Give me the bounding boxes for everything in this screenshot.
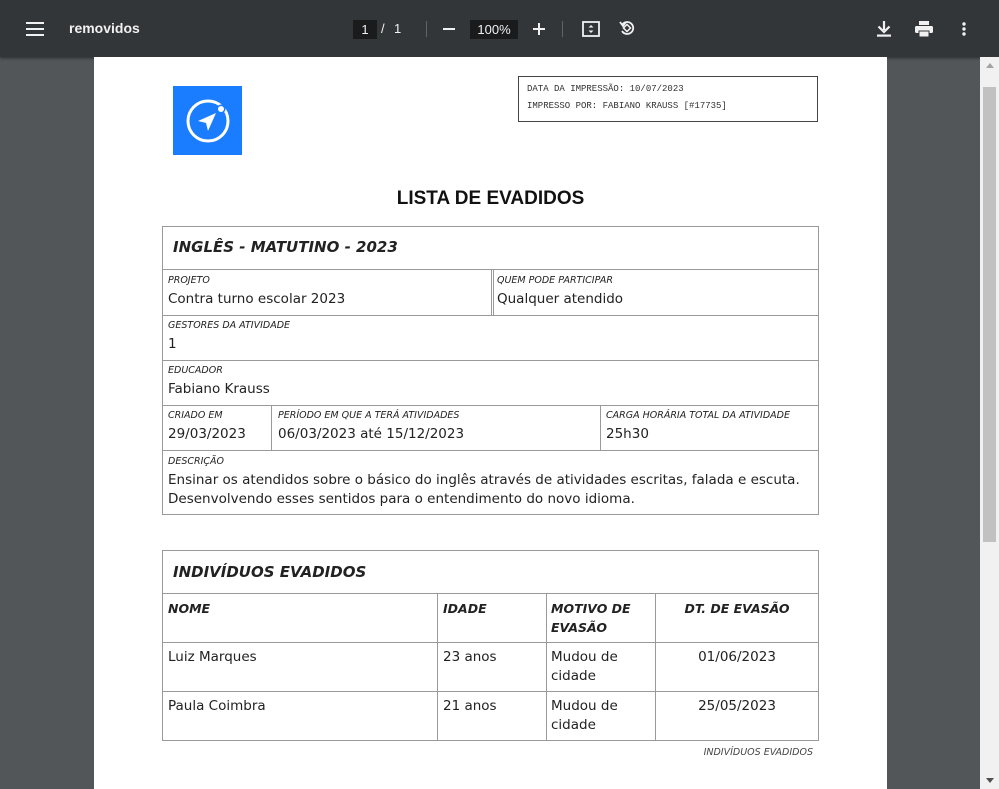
row-2-date: 25/05/2023	[698, 698, 776, 714]
navigation-arrow-icon	[173, 86, 242, 155]
print-date: DATA DA IMPRESSÃO: 10/07/2023	[527, 84, 684, 94]
period-label: PERÍODO EM QUE A TERÁ ATIVIDADES	[278, 410, 460, 421]
row-divider	[163, 360, 818, 361]
minus-icon[interactable]	[438, 18, 460, 40]
row-1-age: 23 anos	[443, 649, 497, 665]
cell-divider	[491, 269, 492, 315]
page-total: 1	[394, 21, 402, 36]
row-2-reason: Mudou de	[551, 698, 618, 714]
document-heading: LISTA DE EVADIDOS	[396, 188, 585, 209]
column-header-reason: MOTIVO DE	[551, 601, 631, 616]
plus-icon[interactable]	[528, 18, 550, 40]
table-footer-caption: INDIVÍDUOS EVADIDOS	[703, 747, 813, 758]
row-divider	[163, 691, 818, 692]
managers-value: 1	[168, 336, 177, 352]
printed-by: IMPRESSO POR: FABIANO KRAUSS [#17735]	[527, 101, 727, 111]
scroll-up-arrow-icon[interactable]	[980, 57, 999, 74]
column-header-age: IDADE	[443, 601, 487, 616]
print-info-box	[518, 76, 818, 122]
evaded-title: INDIVÍDUOS EVADIDOS	[173, 563, 367, 581]
vertical-scrollbar[interactable]	[980, 57, 999, 789]
educator-value: Fabiano Krauss	[168, 381, 270, 397]
pdf-page	[94, 57, 887, 789]
created-value: 29/03/2023	[168, 426, 246, 442]
who-value: Qualquer atendido	[497, 291, 624, 307]
toolbar-divider	[562, 21, 563, 37]
activity-title: INGLÊS - MATUTINO - 2023	[173, 238, 398, 256]
description-label: DESCRIÇÃO	[168, 456, 224, 467]
cell-divider	[600, 405, 601, 451]
managers-label: GESTORES DA ATIVIDADE	[168, 320, 291, 331]
rotate-icon[interactable]	[616, 17, 638, 39]
hours-value: 25h30	[606, 426, 649, 442]
column-divider	[546, 593, 547, 741]
page-number-input[interactable]: 1	[353, 20, 377, 39]
column-header-name: NOME	[168, 601, 211, 616]
cell-divider	[493, 269, 494, 315]
row-2-name: Paula Coimbra	[168, 698, 266, 714]
created-label: CRIADO EM	[168, 410, 223, 421]
row-divider	[163, 405, 818, 406]
row-1-date: 01/06/2023	[698, 649, 776, 665]
document-title: removidos	[69, 20, 140, 36]
row-divider	[163, 593, 818, 594]
scroll-down-arrow-icon[interactable]	[980, 772, 999, 789]
hours-label: CARGA HORÁRIA TOTAL DA ATIVIDADE	[606, 410, 790, 421]
scrollbar-thumb[interactable]	[983, 87, 996, 542]
fit-page-icon[interactable]	[580, 18, 602, 40]
zoom-input[interactable]: 100%	[470, 20, 518, 39]
toolbar-divider	[426, 21, 427, 37]
row-1-name: Luiz Marques	[168, 649, 257, 665]
page-separator: /	[381, 21, 385, 36]
row-1-reason: Mudou de	[551, 649, 618, 665]
row-1-reason-2: cidade	[551, 668, 596, 684]
cell-divider	[271, 405, 272, 451]
row-divider	[163, 642, 818, 643]
activity-details-table	[162, 226, 819, 515]
column-header-date: DT. DE EVASÃO	[684, 601, 790, 616]
educator-label: EDUCADOR	[168, 365, 223, 376]
project-label: PROJETO	[168, 275, 210, 286]
evaded-individuals-table	[162, 550, 819, 741]
row-2-reason-2: cidade	[551, 717, 596, 733]
period-value: 06/03/2023 até 15/12/2023	[278, 426, 465, 442]
who-label: QUEM PODE PARTICIPAR	[497, 275, 613, 286]
column-divider	[437, 593, 438, 741]
description-line-2: Desenvolvendo esses sentidos para o entendimento do novo idioma.	[168, 491, 635, 507]
project-value: Contra turno escolar 2023	[168, 291, 346, 307]
row-divider	[163, 450, 818, 451]
more-vert-icon[interactable]	[953, 18, 975, 40]
description-line-1: Ensinar os atendidos sobre o básico do inglês através de atividades escritas, falada e escuta.	[168, 472, 800, 488]
menu-icon[interactable]	[20, 15, 50, 43]
row-divider	[163, 315, 818, 316]
column-header-reason-2: EVASÃO	[551, 620, 607, 635]
row-2-age: 21 anos	[443, 698, 497, 714]
print-icon[interactable]	[912, 18, 936, 40]
pdf-toolbar	[0, 0, 999, 57]
download-icon[interactable]	[873, 18, 895, 40]
